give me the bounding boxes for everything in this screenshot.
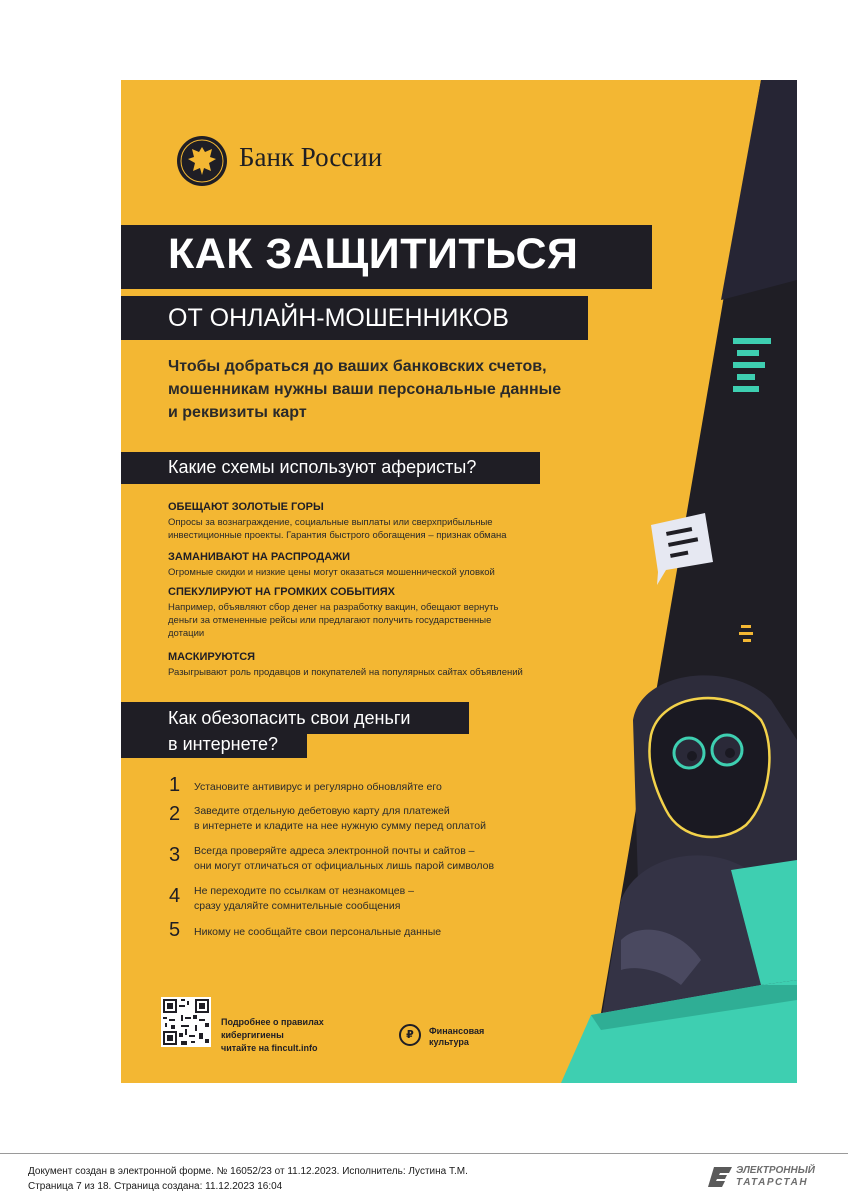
footer-doc-info: Документ создан в электронной форме. № 16052/23 от 11.12.2023. Исполнитель: Лустина Т.М. — [28, 1166, 468, 1177]
scheme-desc: Например, объявляют сбор денег на разработку вакцин, обещают вернуть — [168, 602, 499, 613]
more-info-text — [221, 1016, 324, 1055]
scheme-desc: дотации — [168, 628, 205, 639]
step-text: в интернете и кладите на нее нужную сумму перед оплатой — [194, 820, 486, 832]
scheme-title: СПЕКУЛИРУЮТ НА ГРОМКИХ СОБЫТИЯХ — [168, 586, 395, 598]
step-text: Не переходите по ссылкам от незнакомцев – — [194, 885, 414, 897]
step-number: 1 — [169, 774, 181, 796]
safety-heading: в интернете? — [168, 734, 279, 754]
page-title: КАК ЗАЩИТИТЬСЯ — [168, 230, 579, 278]
et-logo-line: ТАТАРСТАН — [736, 1177, 809, 1188]
scheme-title: ЗАМАНИВАЮТ НА РАСПРОДАЖИ — [168, 551, 351, 563]
qr-code — [161, 997, 211, 1047]
step-text: Установите антивирус и регулярно обновляйте его — [194, 781, 442, 793]
fincult-line: Финансовая — [429, 1026, 485, 1036]
step-number: 4 — [169, 885, 181, 907]
scheme-desc: Опросы за вознаграждение, социальные выплаты или сверхприбыльные — [168, 517, 493, 528]
scheme-desc: Огромные скидки и низкие цены могут оказаться мошеннической уловкой — [168, 567, 495, 578]
logo-text: Банк России — [239, 142, 383, 172]
fincult-line: культура — [429, 1037, 469, 1047]
step-number: 5 — [169, 919, 181, 941]
double-eagle-emblem-icon — [176, 135, 228, 187]
accent-marks — [739, 625, 753, 642]
footer-page-info: Страница 7 из 18. Страница создана: 11.12.2023 16:04 — [28, 1181, 283, 1192]
more-info-line: Подробнее о правилах — [221, 1017, 324, 1027]
scheme-desc: деньги за отмененные рейсы или предлагают получить государственные — [168, 615, 492, 626]
step-text: сразу удаляйте сомнительные сообщения — [194, 900, 401, 912]
electronic-tatarstan-logo — [708, 1164, 820, 1190]
step-text: Всегда проверяйте адреса электронной почты и сайтов – — [194, 845, 475, 857]
step-number: 3 — [169, 844, 181, 866]
footer-divider — [0, 1153, 848, 1154]
step-text: Никому не сообщайте свои персональные данные — [194, 926, 442, 938]
more-info-link: читайте на fincult.info — [221, 1043, 318, 1053]
code-lines-icon — [733, 338, 771, 392]
et-logo-icon — [708, 1165, 732, 1189]
fincult-logo-text — [429, 1026, 484, 1048]
schemes-heading: Какие схемы используют аферисты? — [168, 457, 477, 477]
step-text: они могут отличаться от официальных лишь парой символов — [194, 860, 495, 872]
step-number: 2 — [169, 803, 181, 825]
et-logo-line: ЭЛЕКТРОННЫЙ — [736, 1165, 815, 1176]
ruble-coin-icon: ₽ — [399, 1024, 421, 1046]
scheme-title: ОБЕЩАЮТ ЗОЛОТЫЕ ГОРЫ — [168, 501, 324, 513]
scheme-title: МАСКИРУЮТСЯ — [168, 651, 256, 663]
step-text: Заведите отдельную дебетовую карту для платежей — [194, 805, 450, 817]
scheme-desc: Разыгрывают роль продавцов и покупателей на популярных сайтах объявлений — [168, 667, 523, 678]
page-subtitle: ОТ ОНЛАЙН-МОШЕННИКОВ — [168, 304, 509, 332]
intro-text: Чтобы добраться до ваших банковских счетов, — [168, 358, 547, 375]
chat-bubble-icon — [651, 513, 713, 585]
more-info-line: кибергигиены — [221, 1030, 284, 1040]
poster — [121, 80, 797, 1083]
safety-heading: Как обезопасить свои деньги — [168, 708, 411, 728]
scheme-desc: инвестиционные проекты. Гарантия быстрого обогащения – признак обмана — [168, 530, 507, 541]
intro-text: мошенникам нужны ваши персональные данные — [168, 381, 562, 398]
intro-text: и реквизиты карт — [168, 404, 307, 421]
